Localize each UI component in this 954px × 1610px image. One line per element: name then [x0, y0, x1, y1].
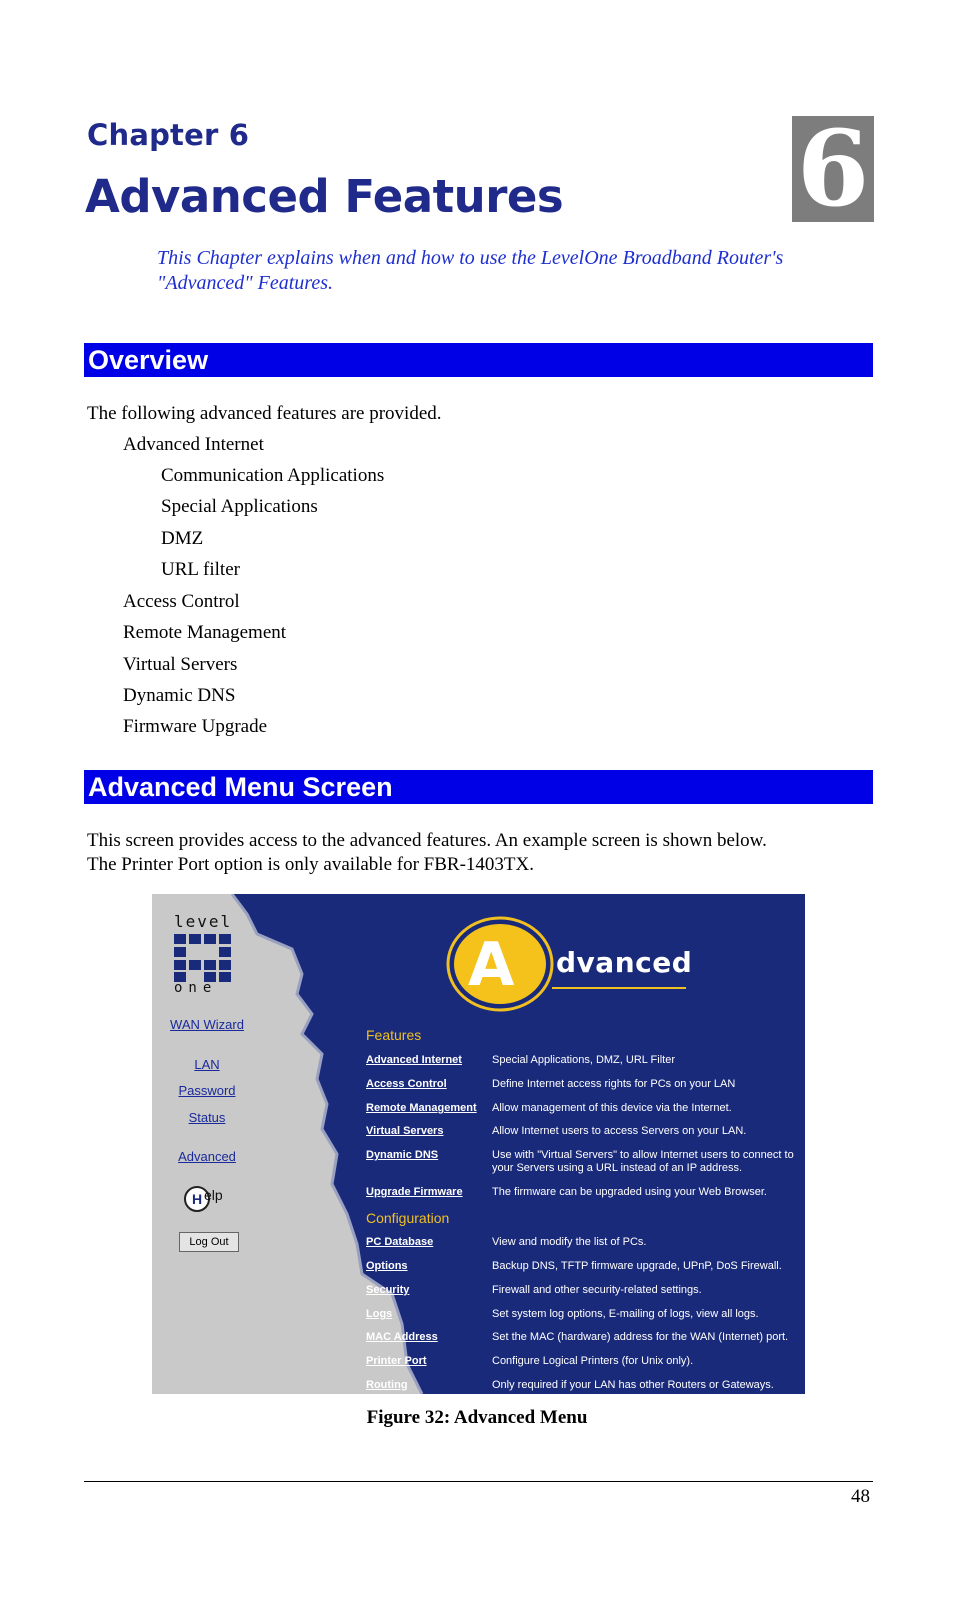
list-item: DMZ — [161, 528, 204, 549]
config-desc: Configure Logical Printers (for Unix only). — [492, 1355, 694, 1367]
overview-heading: Overview — [84, 343, 873, 377]
feature-desc: The firmware can be upgraded using your Web Browser. — [492, 1186, 767, 1198]
levelone-logo-icon — [174, 934, 234, 982]
configuration-heading: Configuration — [366, 1210, 450, 1226]
config-link-logs[interactable]: Logs — [366, 1308, 393, 1320]
nav-status[interactable]: Status — [188, 1110, 226, 1125]
advanced-menu-screenshot — [152, 894, 805, 1394]
nav-advanced[interactable]: Advanced — [178, 1149, 236, 1164]
feature-link-remote-management[interactable]: Remote Management — [366, 1102, 477, 1114]
feature-link-access-control[interactable]: Access Control — [366, 1078, 447, 1090]
nav-wan-wizard[interactable]: WAN Wizard — [170, 1017, 244, 1032]
nav-lan[interactable]: LAN — [194, 1057, 220, 1072]
list-item: Dynamic DNS — [123, 685, 236, 706]
config-desc: Backup DNS, TFTP firmware upgrade, UPnP, DoS Firewall. — [492, 1260, 782, 1272]
config-link-mac-address[interactable]: MAC Address — [366, 1331, 438, 1343]
config-link-pc-database[interactable]: PC Database — [366, 1236, 434, 1248]
feature-link-advanced-internet[interactable]: Advanced Internet — [366, 1054, 462, 1066]
feature-link-virtual-servers[interactable]: Virtual Servers — [366, 1125, 444, 1137]
config-link-printer-port[interactable]: Printer Port — [366, 1355, 427, 1367]
config-desc: Set system log options, E-mailing of logs, view all logs. — [492, 1308, 759, 1320]
nav-password[interactable]: Password — [178, 1083, 236, 1098]
advanced-menu-heading: Advanced Menu Screen — [84, 770, 873, 804]
config-link-routing[interactable]: Routing — [366, 1379, 408, 1391]
config-link-options[interactable]: Options — [366, 1260, 408, 1272]
banner-letter: A — [468, 930, 515, 1000]
list-item: Access Control — [123, 591, 240, 612]
page-number: 48 — [851, 1486, 870, 1507]
chapter-label: Chapter 6 — [87, 118, 250, 152]
advanced-menu-para2: The Printer Port option is only available for FBR-1403TX. — [87, 854, 534, 875]
feature-desc: Use with "Virtual Servers" to allow Internet users to connect to your Servers using a URL instead of an IP address. — [492, 1149, 794, 1174]
list-item: URL filter — [161, 559, 240, 580]
feature-desc: Special Applications, DMZ, URL Filter — [492, 1054, 675, 1066]
feature-desc: Allow Internet users to access Servers on your LAN. — [492, 1125, 747, 1137]
config-link-security[interactable]: Security — [366, 1284, 410, 1296]
help-icon[interactable]: H — [184, 1186, 210, 1212]
config-desc: Set the MAC (hardware) address for the WAN (Internet) port. — [492, 1331, 789, 1343]
chapter-intro: This Chapter explains when and how to use the LevelOne Broadband Router's "Advanced" Features. — [157, 247, 784, 294]
features-heading: Features — [366, 1027, 422, 1043]
chapter-number-box: 6 — [792, 116, 874, 222]
footer-divider — [84, 1481, 873, 1482]
list-item: Virtual Servers — [123, 654, 238, 675]
config-desc: Only required if your LAN has other Routers or Gateways. — [492, 1379, 774, 1391]
feature-desc: Define Internet access rights for PCs on your LAN — [492, 1078, 736, 1090]
list-item: Special Applications — [161, 496, 318, 517]
list-item: Firmware Upgrade — [123, 716, 268, 737]
chapter-title: Advanced Features — [85, 170, 564, 223]
help-link[interactable]: elp — [204, 1187, 223, 1203]
advanced-menu-para1: This screen provides access to the advanced features. An example screen is shown below. — [87, 830, 767, 851]
feature-link-dynamic-dns[interactable]: Dynamic DNS — [366, 1149, 439, 1161]
feature-link-upgrade-firmware[interactable]: Upgrade Firmware — [366, 1186, 463, 1198]
figure-caption: Figure 32: Advanced Menu — [366, 1407, 588, 1428]
banner-underline — [552, 987, 686, 989]
feature-desc: Allow management of this device via the Internet. — [492, 1102, 732, 1114]
banner-title: dvanced — [556, 946, 693, 979]
overview-lead: The following advanced features are provided. — [87, 403, 442, 424]
logout-button[interactable]: Log Out — [179, 1232, 239, 1252]
config-desc: View and modify the list of PCs. — [492, 1236, 647, 1248]
levelone-logo-top: level — [174, 912, 233, 931]
list-item: Remote Management — [123, 622, 287, 643]
config-desc: Firewall and other security-related settings. — [492, 1284, 702, 1296]
list-item: Communication Applications — [161, 465, 385, 486]
list-item: Advanced Internet — [123, 434, 264, 455]
levelone-logo-bottom: one — [174, 980, 218, 996]
